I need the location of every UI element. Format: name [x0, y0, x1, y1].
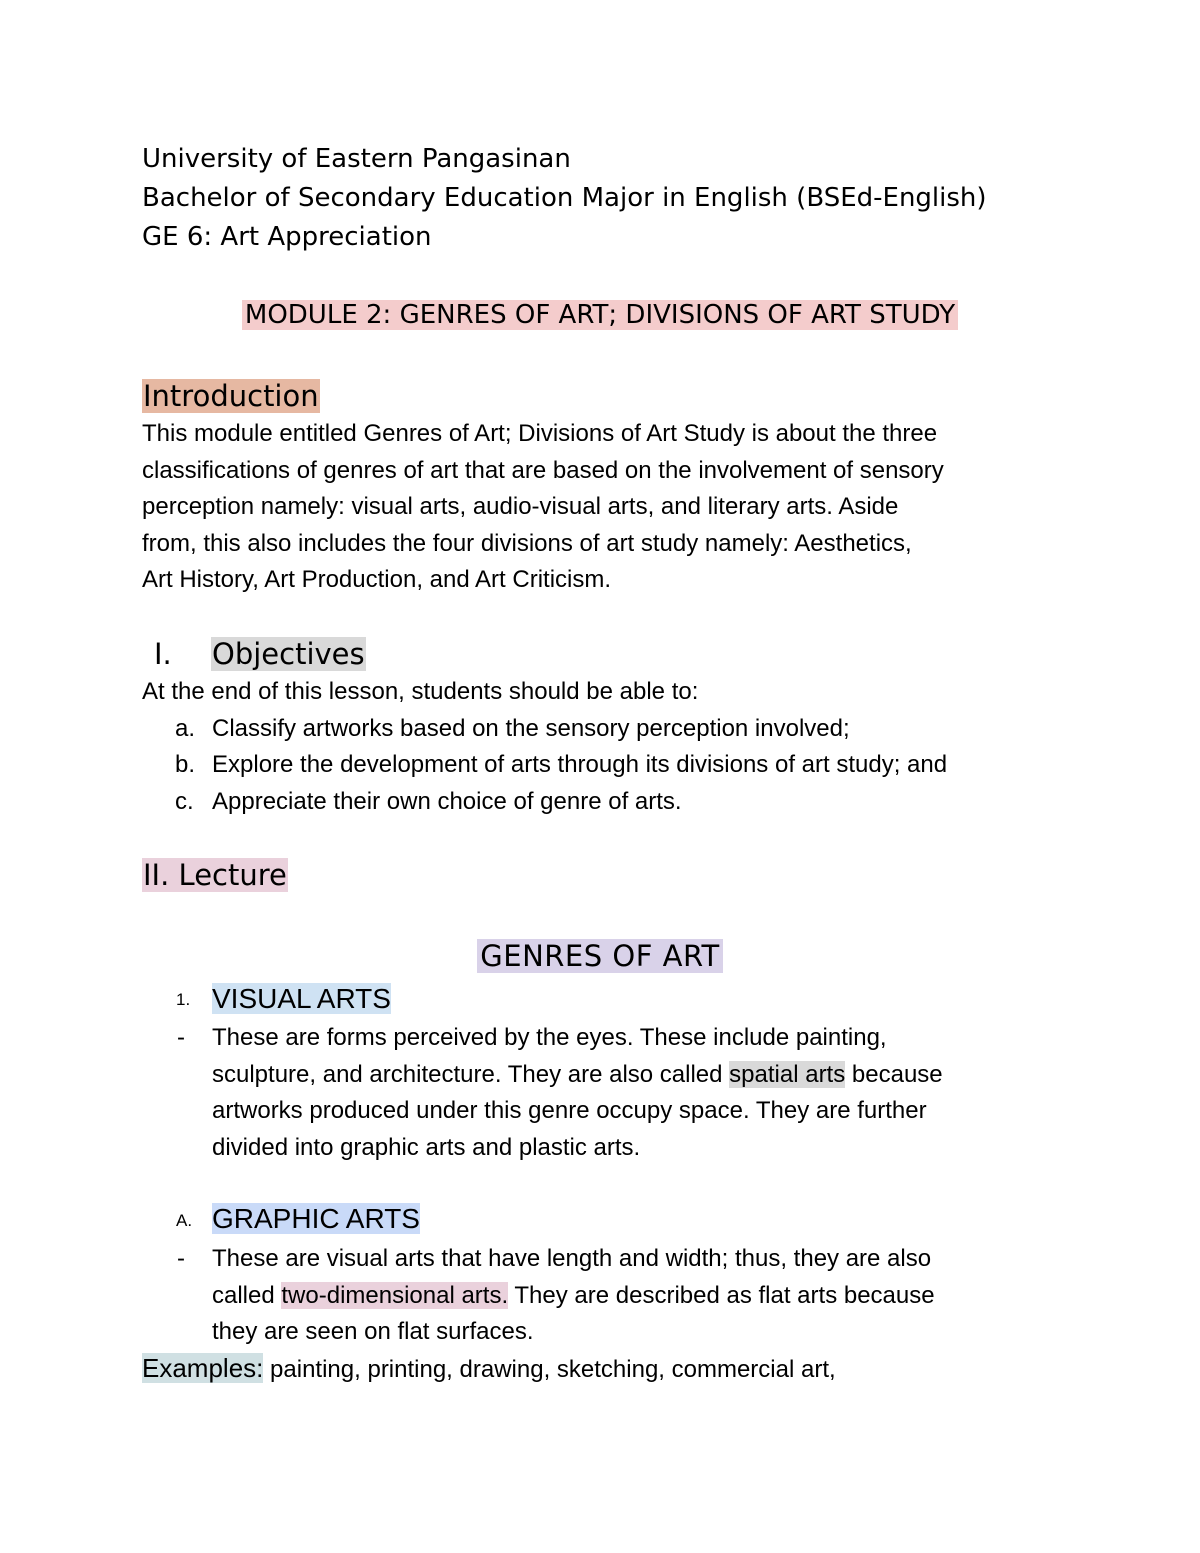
introduction-line: This module entitled Genres of Art; Divisions of Art Study is about the three: [142, 420, 938, 447]
objective-item: [212, 784, 682, 821]
visual-arts-heading: VISUAL ARTS: [212, 983, 391, 1014]
program-name: Bachelor of Secondary Education Major in English (BSEd-English): [142, 183, 987, 213]
graphic-arts-line-text: called: [212, 1281, 282, 1309]
introduction-heading: Introduction: [143, 379, 319, 413]
examples-label: Examples:: [142, 1353, 264, 1383]
lecture-heading-row: [142, 855, 288, 895]
graphic-arts-line: [212, 1278, 935, 1315]
objective-marker: a.: [175, 715, 196, 742]
graphic-arts-heading-row: [212, 1200, 420, 1238]
graphic-arts-description: [212, 1241, 935, 1351]
examples-text: painting, printing, drawing, sketching, commercial art,: [263, 1356, 836, 1383]
spatial-arts-term: spatial arts: [729, 1060, 846, 1088]
introduction-line: Art History, Art Production, and Art Criticism.: [142, 566, 612, 593]
objectives-heading-row: [211, 634, 366, 674]
introduction-heading-row: [142, 376, 320, 416]
graphic-arts-marker: A.: [176, 1211, 193, 1230]
objective-text: Classify artworks based on the sensory perception involved;: [212, 715, 850, 742]
genres-title: GENRES OF ART: [477, 939, 722, 973]
objective-text: Explore the development of arts through its divisions of art study; and: [212, 751, 948, 778]
visual-arts-bullet: -: [177, 1024, 185, 1051]
graphic-arts-line: they are seen on flat surfaces.: [212, 1318, 534, 1345]
visual-arts-marker: 1.: [176, 990, 191, 1009]
visual-arts-line: [212, 1057, 943, 1094]
two-dimensional-arts-term: two-dimensional arts.: [281, 1281, 509, 1309]
graphic-arts-line-text: They are described as flat arts because: [508, 1281, 935, 1309]
visual-arts-line-text: sculpture, and architecture. They are also called: [212, 1060, 730, 1088]
objective-item: [212, 747, 947, 784]
objective-marker: b.: [175, 751, 196, 778]
lecture-heading: II. Lecture: [143, 858, 287, 892]
objectives-lead-text: At the end of this lesson, students should be able to:: [142, 678, 699, 705]
introduction-line: perception namely: visual arts, audio-visual arts, and literary arts. Aside: [142, 493, 899, 520]
module-title-row: [0, 296, 1200, 334]
objectives-numeral: I.: [154, 637, 172, 671]
course-name: GE 6: Art Appreciation: [142, 222, 432, 252]
objective-marker: c.: [175, 788, 194, 815]
graphic-arts-bullet: -: [177, 1245, 185, 1272]
introduction-line: from, this also includes the four divisions of art study namely: Aesthetics,: [142, 529, 912, 557]
objectives-heading: Objectives: [212, 637, 365, 671]
university-name: University of Eastern Pangasinan: [142, 144, 571, 174]
examples-row: [142, 1350, 1072, 1389]
genres-title-row: [0, 936, 1200, 976]
objective-item: [212, 711, 850, 748]
graphic-arts-heading: GRAPHIC ARTS: [212, 1203, 420, 1234]
introduction-line: classifications of genres of art that are based on the involvement of sensory: [142, 456, 944, 484]
objective-text: Appreciate their own choice of genre of arts.: [212, 788, 682, 815]
visual-arts-line: artworks produced under this genre occupy space. They are further: [212, 1097, 927, 1124]
visual-arts-heading-row: [212, 980, 391, 1018]
module-title: MODULE 2: GENRES OF ART; DIVISIONS OF ART STUDY: [242, 300, 958, 330]
visual-arts-line: divided into graphic arts and plastic arts.: [212, 1133, 641, 1161]
visual-arts-line: These are forms perceived by the eyes. These include painting,: [212, 1024, 887, 1051]
visual-arts-description: [212, 1020, 943, 1166]
introduction-paragraph: [142, 416, 1072, 599]
visual-arts-line-text: because: [845, 1060, 943, 1088]
objectives-lead: [142, 674, 1072, 711]
graphic-arts-line: These are visual arts that have length and width; thus, they are also: [212, 1245, 932, 1272]
